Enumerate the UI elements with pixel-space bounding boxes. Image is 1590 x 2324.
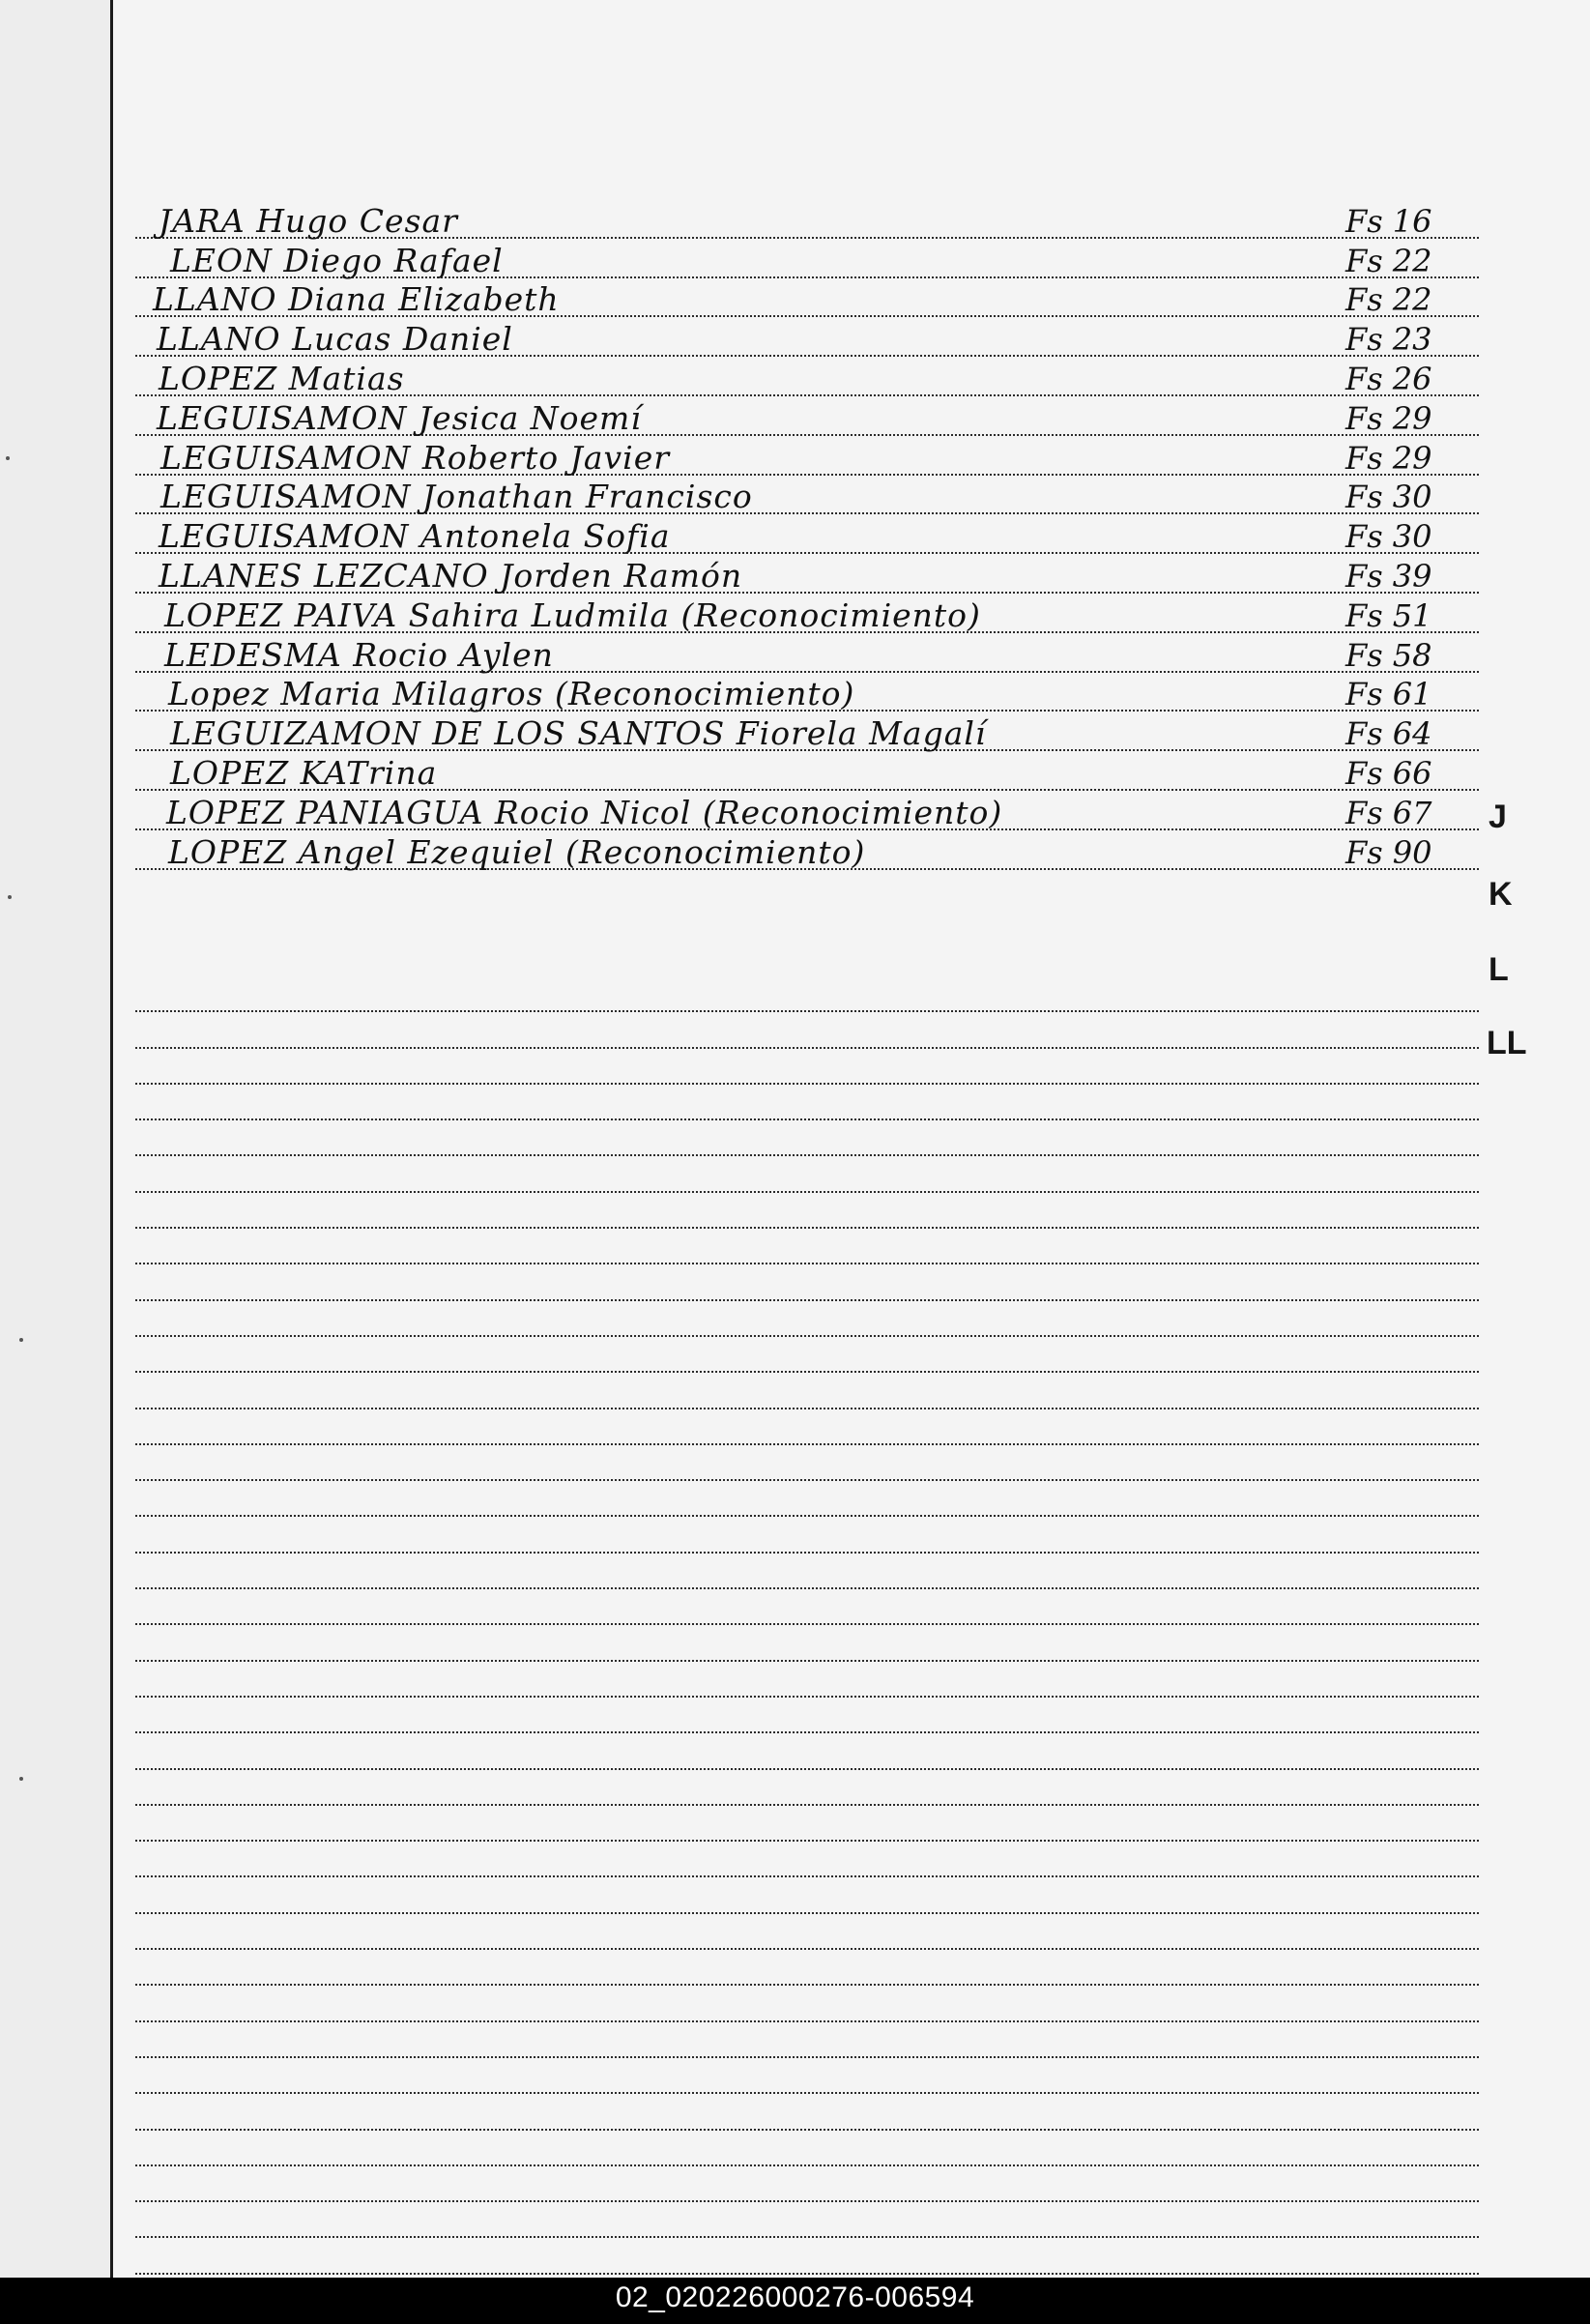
dotted-line [135,1156,1479,1192]
entry-name: LEGUISAMON Roberto Javier [160,438,671,477]
dotted-line [135,1409,1479,1445]
entry-name: LLANO Diana Elizabeth [153,280,560,319]
register-entry [135,556,1479,599]
register-entry [135,753,1479,797]
entry-folio: Fs 16 [1345,202,1432,240]
dotted-line [135,1806,1479,1842]
dotted-line [135,1842,1479,1877]
entry-folio: Fs 23 [1345,321,1432,359]
dotted-line [135,1337,1479,1373]
entry-name: LOPEZ PAIVA Sahira Ludmila (Reconocimiento) [164,596,981,634]
dotted-line [135,1733,1479,1769]
dotted-line [135,1589,1479,1625]
entry-folio: Fs 22 [1345,281,1432,319]
dotted-line [135,1012,1479,1048]
register-entry [135,201,1479,245]
index-letter-j: J [1489,799,1507,835]
register-entry [135,832,1479,876]
entry-folio: Fs 61 [1345,676,1432,713]
entry-name: LEGUIZAMON DE LOS SANTOS Fiorela Magalí [170,714,987,753]
register-entry [135,241,1479,284]
entry-name: LEON Diego Rafael [170,241,504,279]
document-id: 02_020226000276-006594 [615,2281,975,2313]
dotted-line [135,2238,1479,2274]
register-entries [135,201,1479,876]
entry-name: LEGUISAMON Antonela Sofia [159,517,671,556]
dotted-line [135,1698,1479,1733]
entry-folio: Fs 66 [1345,754,1432,792]
dotted-line [135,2131,1479,2166]
register-entry [135,675,1479,718]
register-entry [135,714,1479,757]
dotted-line [135,1264,1479,1300]
index-letter-ll: LL [1487,1025,1527,1061]
register-entry [135,438,1479,481]
entry-folio: Fs 29 [1345,399,1432,437]
index-letter-k: K [1489,876,1513,913]
register-entry [135,398,1479,442]
left-margin-strip [0,0,112,2278]
dotted-line [135,1770,1479,1806]
margin-speck [8,895,12,899]
entry-folio: Fs 58 [1345,636,1432,674]
dotted-line [135,1517,1479,1553]
entry-folio: Fs 67 [1345,794,1432,831]
dotted-line [135,2022,1479,2058]
dotted-line [135,1193,1479,1229]
entry-name: LLANES LEZCANO Jorden Ramón [159,556,743,595]
register-entry [135,359,1479,402]
margin-speck [6,456,10,460]
dotted-line [135,1877,1479,1913]
register-entry [135,517,1479,560]
dotted-line [135,1085,1479,1120]
dotted-line [135,2166,1479,2202]
dotted-line [135,976,1479,1012]
dotted-line [135,2094,1479,2130]
register-entry [135,635,1479,679]
entry-folio: Fs 26 [1345,360,1432,397]
register-entry [135,596,1479,639]
entry-name: LLANO Lucas Daniel [157,320,513,359]
blank-ruled-lines [135,976,1479,2275]
entry-folio: Fs 30 [1345,518,1432,556]
dotted-line [135,1120,1479,1156]
entry-folio: Fs 51 [1345,596,1432,634]
dotted-line [135,1301,1479,1337]
dotted-line [135,1373,1479,1409]
entry-name: LEDESMA Rocio Aylen [164,635,554,674]
dotted-line [135,1049,1479,1085]
register-entry [135,478,1479,521]
index-letter-l: L [1489,951,1509,988]
register-entry [135,793,1479,836]
entry-folio: Fs 64 [1345,715,1432,753]
dotted-line [135,1554,1479,1589]
entry-folio: Fs 39 [1345,557,1432,595]
entry-name: Lopez Maria Milagros (Reconocimiento) [168,675,855,713]
dotted-line [135,1662,1479,1698]
entry-name: LOPEZ PANIAGUA Rocio Nicol (Reconocimiento) [166,793,1003,831]
entry-folio: Fs 30 [1345,479,1432,516]
dotted-line [135,2202,1479,2238]
entry-name: LOPEZ KATrina [170,753,438,792]
dotted-line [135,1445,1479,1481]
dotted-line [135,1481,1479,1517]
entry-name: LEGUISAMON Jonathan Francisco [160,478,753,516]
entry-name: LOPEZ Matias [159,359,405,397]
margin-speck [19,1338,23,1342]
dotted-line [135,1950,1479,1986]
register-entry [135,280,1479,324]
entry-folio: Fs 29 [1345,439,1432,477]
entry-name: LOPEZ Angel Ezequiel (Reconocimiento) [168,832,866,871]
dotted-line [135,1229,1479,1264]
entry-folio: Fs 90 [1345,833,1432,871]
dotted-line [135,1986,1479,2021]
dotted-line [135,1914,1479,1950]
dotted-line [135,1625,1479,1661]
entry-folio: Fs 22 [1345,242,1432,279]
entry-name: LEGUISAMON Jesica Noemí [157,398,642,437]
margin-speck [19,1777,23,1781]
register-entry [135,320,1479,363]
dotted-line [135,2058,1479,2094]
margin-rule [110,0,113,2278]
entry-name: JARA Hugo Cesar [159,201,458,240]
